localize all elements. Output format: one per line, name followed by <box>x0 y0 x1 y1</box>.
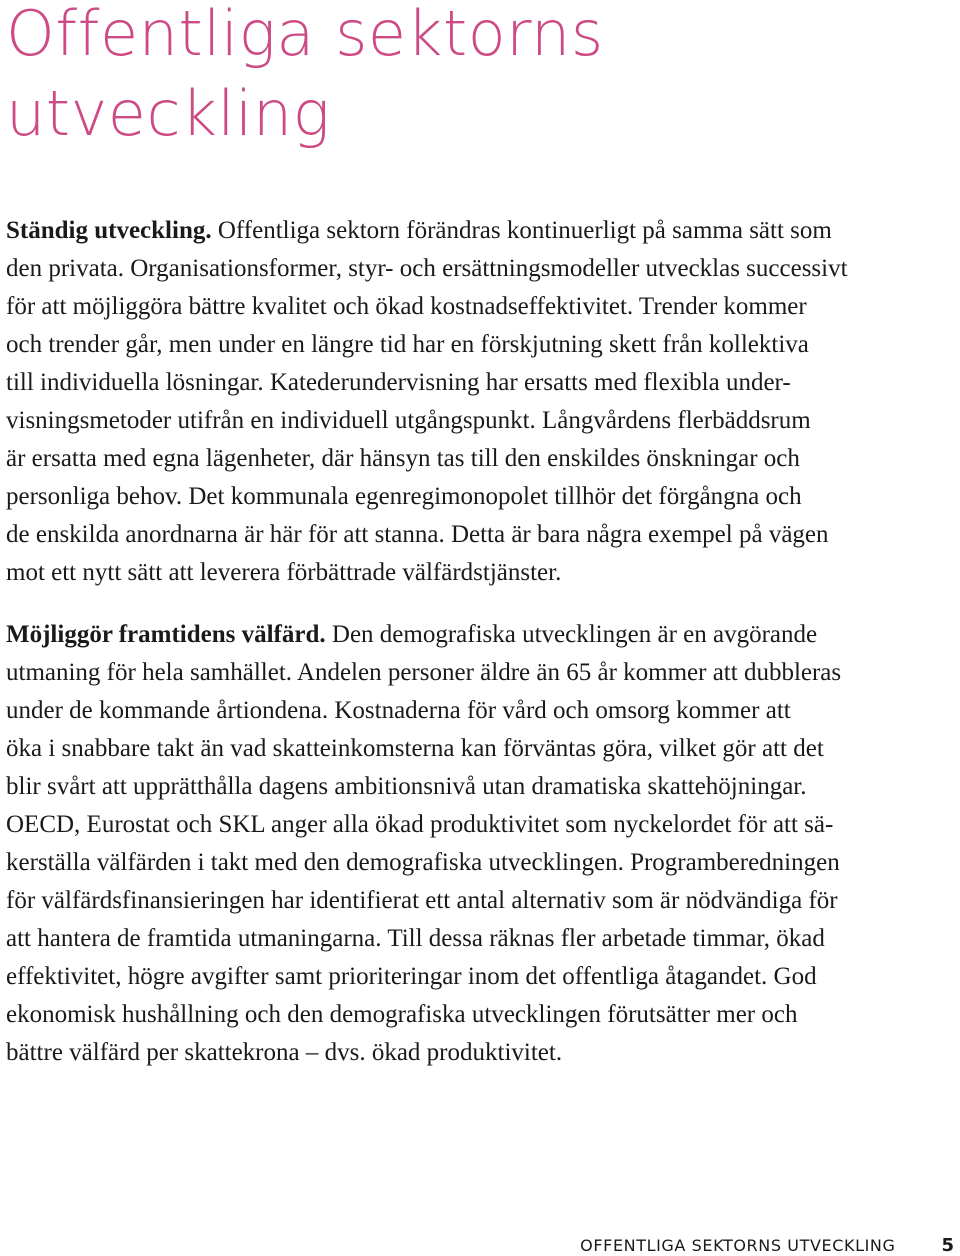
paragraph-line: blir svårt att upprätthålla dagens ambitionsnivå utan dramatiska skattehöjningar. <box>6 773 807 800</box>
paragraph-line: den privata. Organisationsformer, styr- och ersättningsmodeller utvecklas successivt <box>6 255 848 282</box>
page-title <box>6 0 946 154</box>
page-title-line-1: Offentliga sektorns <box>6 0 604 70</box>
paragraph-line: till individuella lösningar. Katederundervisning har ersatts med flexibla under- <box>6 369 791 396</box>
paragraph-standig-utveckling <box>6 212 956 592</box>
paragraph-line: Ständig utveckling. Offentliga sektorn förändras kontinuerligt på samma sätt som <box>6 217 832 244</box>
paragraph-line: de enskilda anordnarna är här för att stanna. Detta är bara några exempel på vägen <box>6 521 829 548</box>
page-number: 5 <box>941 1235 954 1256</box>
paragraph-line: och trender går, men under en längre tid har en förskjutning skett från kollektiva <box>6 331 809 358</box>
paragraph-line: är ersatta med egna lägenheter, där hänsyn tas till den enskildes önskningar och <box>6 445 800 472</box>
paragraph-line: för välfärdsfinansieringen har identifierat ett antal alternativ som är nödvändiga för <box>6 887 838 914</box>
paragraph-line: Möjliggör framtidens välfärd. Den demografiska utvecklingen är en avgörande <box>6 621 818 648</box>
paragraph-mojliggor-framtidens-valfard <box>6 616 956 1072</box>
paragraph-line: ekonomisk hushållning och den demografiska utvecklingen förutsätter mer och <box>6 1001 798 1028</box>
paragraph-line: kerställa välfärden i takt med den demografiska utvecklingen. Programberedningen <box>6 849 840 876</box>
paragraph-line: personliga behov. Det kommunala egenregimonopolet tillhör det förgångna och <box>6 483 802 510</box>
paragraph-line: OECD, Eurostat och SKL anger alla ökad produktivitet som nyckelordet för att sä- <box>6 811 834 838</box>
paragraph-line: öka i snabbare takt än vad skatteinkomsterna kan förväntas göra, vilket gör att det <box>6 735 824 762</box>
paragraph-lead: Ständig utveckling. <box>6 217 212 244</box>
paragraph-line: visningsmetoder utifrån en individuell utgångspunkt. Långvårdens flerbäddsrum <box>6 407 811 434</box>
paragraph-line: effektivitet, högre avgifter samt prioriteringar inom det offentliga åtagandet. God <box>6 963 817 990</box>
paragraph-line: för att möjliggöra bättre kvalitet och ökad kostnadseffektivitet. Trender kommer <box>6 293 807 320</box>
paragraph-line: mot ett nytt sätt att leverera förbättrade välfärdstjänster. <box>6 559 562 586</box>
paragraph-lead: Möjliggör framtidens välfärd. <box>6 621 326 648</box>
paragraph-line: att hantera de framtida utmaningarna. Till dessa räknas fler arbetade timmar, ökad <box>6 925 825 952</box>
page-title-line-2: utveckling <box>6 77 331 150</box>
paragraph-line: bättre välfärd per skattekrona – dvs. ökad produktivitet. <box>6 1039 563 1066</box>
running-head: OFFENTLIGA SEKTORNS UTVECKLING <box>580 1236 896 1255</box>
paragraph-line: under de kommande årtiondena. Kostnaderna för vård och omsorg kommer att <box>6 697 791 724</box>
paragraph-line: utmaning för hela samhället. Andelen personer äldre än 65 år kommer att dubbleras <box>6 659 842 686</box>
page-footer <box>580 1236 954 1256</box>
